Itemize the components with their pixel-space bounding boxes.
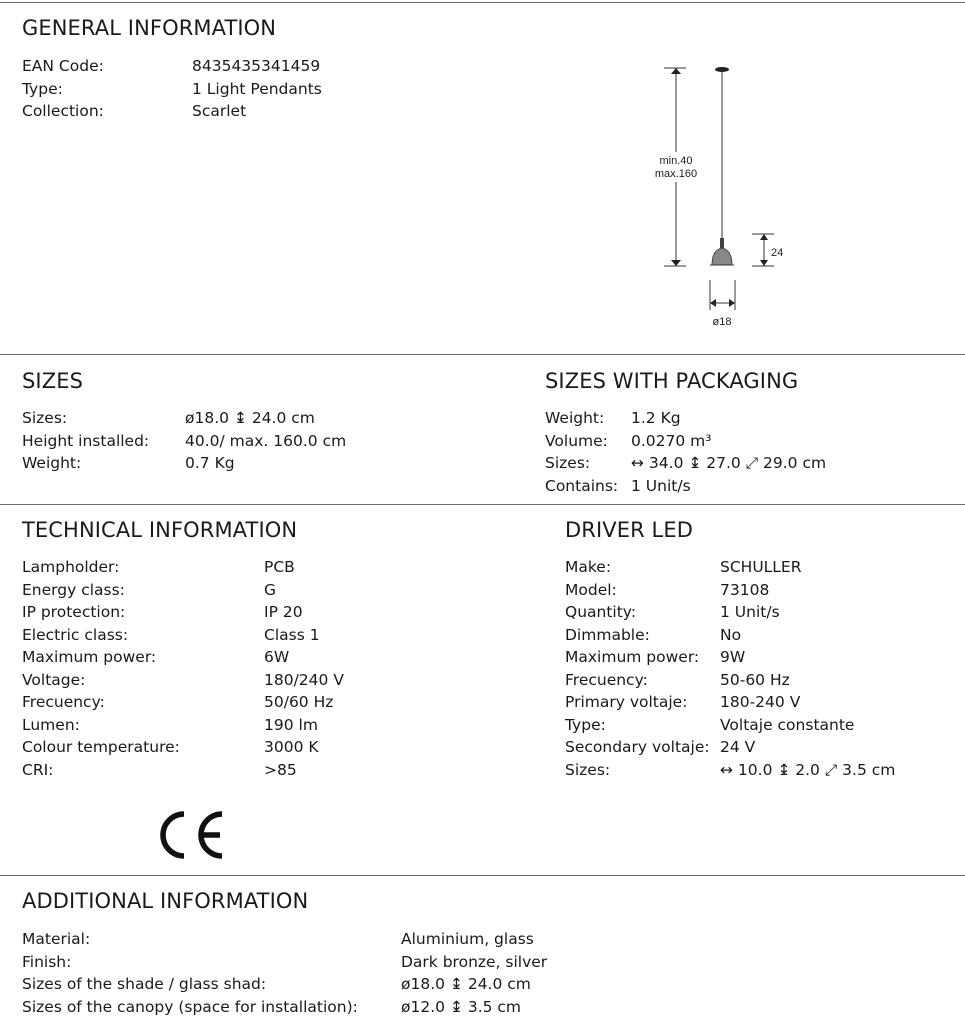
row-label: Primary voltaje:	[565, 693, 688, 711]
row-value: 180-240 V	[720, 693, 801, 711]
row-value: 50-60 Hz	[720, 670, 790, 689]
packaging-heading: SIZES WITH PACKAGING	[545, 369, 799, 393]
row-label: EAN Code:	[22, 57, 104, 75]
row-value: 40.0/ max. 160.0 cm	[185, 431, 347, 450]
technical-row	[22, 624, 320, 647]
row-label: CRI:	[22, 760, 54, 779]
row-value: ↔ 10.0 ↨ 2.0 ⤢ 3.5 cm	[720, 760, 896, 779]
general-row	[22, 100, 247, 123]
row-label: Sizes:	[565, 760, 611, 779]
row-value: 73108	[720, 580, 770, 599]
row-label: Maximum power:	[565, 648, 700, 666]
row-value: 190 lm	[264, 715, 318, 734]
ce-mark-icon	[158, 808, 228, 862]
row-label: Model:	[565, 580, 617, 599]
row-label: Weight:	[22, 454, 82, 472]
row-label: Colour temperature:	[22, 738, 180, 756]
row-value: Scarlet	[192, 102, 247, 120]
driver-led-heading: DRIVER LED	[565, 518, 693, 542]
row-label: Frecuency:	[565, 670, 648, 689]
additional-row	[22, 973, 531, 996]
row-label: Sizes of the canopy (space for installation):	[22, 997, 358, 1016]
packaging-row	[545, 430, 712, 453]
row-label: Type:	[22, 79, 63, 98]
row-label: Sizes of the shade / glass shad:	[22, 975, 267, 993]
general-information-heading: GENERAL INFORMATION	[22, 16, 277, 40]
top-divider	[0, 2, 965, 3]
driver-row	[565, 691, 801, 714]
technical-row	[22, 579, 277, 602]
technical-row	[22, 669, 344, 692]
additional-row	[22, 996, 522, 1019]
driver-row	[565, 759, 896, 782]
row-label: Finish:	[22, 952, 72, 971]
row-value: Dark bronze, silver	[401, 952, 548, 971]
lamp-stem	[720, 238, 724, 248]
additional-row	[22, 951, 548, 974]
sizes-heading: SIZES	[22, 369, 84, 393]
driver-row	[565, 624, 742, 647]
row-value: IP 20	[264, 603, 303, 621]
technical-row	[22, 714, 318, 737]
height-arrow-bottom-icon	[671, 260, 681, 266]
technical-row	[22, 736, 319, 759]
shade-height-label: 24	[771, 247, 784, 259]
row-label: Maximum power:	[22, 648, 157, 666]
row-label: Volume:	[545, 431, 608, 450]
row-label: IP protection:	[22, 603, 126, 621]
row-value: No	[720, 625, 742, 644]
pendant-dimension-diagram	[640, 60, 800, 335]
height-label-min: min.40	[659, 155, 693, 167]
general-row	[22, 55, 321, 78]
diameter-label: ø18	[712, 316, 732, 328]
row-label: Lampholder:	[22, 558, 120, 576]
row-label: Collection:	[22, 102, 104, 120]
technical-information-heading: TECHNICAL INFORMATION	[22, 518, 298, 542]
row-value: 3000 K	[264, 738, 319, 756]
row-value: 9W	[720, 648, 746, 666]
packaging-row	[545, 452, 827, 475]
driver-row	[565, 736, 756, 759]
canopy-shape	[715, 67, 729, 72]
row-value: >85	[264, 760, 297, 779]
technical-row	[22, 601, 303, 624]
row-value: 1 Light Pendants	[192, 79, 322, 98]
row-label: Contains:	[545, 476, 619, 495]
technical-row	[22, 759, 297, 782]
height-label-max: max.160	[654, 168, 698, 180]
row-value: ø12.0 ↨ 3.5 cm	[401, 997, 522, 1016]
row-value: 0.0270 m³	[631, 431, 712, 450]
row-value: Class 1	[264, 625, 320, 644]
driver-row	[565, 601, 780, 624]
row-label: Height installed:	[22, 431, 150, 450]
general-row	[22, 78, 322, 101]
row-value: ø18.0 ↨ 24.0 cm	[185, 409, 315, 427]
row-label: Electric class:	[22, 625, 129, 644]
row-label: Dimmable:	[565, 625, 650, 644]
row-value: 50/60 Hz	[264, 693, 334, 711]
driver-row	[565, 556, 802, 579]
row-value: 8435435341459	[192, 57, 321, 75]
row-value: PCB	[264, 558, 295, 576]
driver-row	[565, 579, 770, 602]
row-label: Weight:	[545, 409, 605, 427]
row-label: Secondary voltaje:	[565, 738, 710, 756]
row-value: 0.7 Kg	[185, 454, 235, 472]
row-label: Sizes:	[22, 409, 68, 427]
additional-information-heading: ADDITIONAL INFORMATION	[22, 889, 309, 913]
sizes-row	[22, 407, 315, 430]
row-value: ø18.0 ↨ 24.0 cm	[401, 975, 531, 993]
height-arrow-top-icon	[671, 68, 681, 74]
row-value: 1.2 Kg	[631, 409, 681, 427]
row-label: Voltage:	[22, 670, 86, 689]
row-value: 24 V	[720, 738, 756, 756]
driver-row	[565, 669, 790, 692]
row-value: G	[264, 580, 277, 599]
lamp-shade-shape	[712, 248, 732, 265]
driver-row	[565, 646, 746, 669]
technical-row	[22, 646, 290, 669]
row-value: ↔ 34.0 ↨ 27.0 ⤢ 29.0 cm	[631, 454, 827, 472]
row-value: 1 Unit/s	[631, 476, 691, 495]
additional-divider	[0, 875, 965, 876]
technical-row	[22, 691, 334, 714]
row-value: 6W	[264, 648, 290, 666]
sizes-divider	[0, 354, 965, 355]
row-value: SCHULLER	[720, 558, 802, 576]
row-label: Quantity:	[565, 603, 637, 621]
row-label: Frecuency:	[22, 693, 105, 711]
driver-row	[565, 714, 855, 737]
packaging-row	[545, 475, 691, 498]
additional-row	[22, 928, 534, 951]
row-label: Material:	[22, 930, 91, 948]
row-label: Lumen:	[22, 715, 80, 734]
row-value: Aluminium, glass	[401, 930, 534, 948]
row-value: 1 Unit/s	[720, 603, 780, 621]
row-value: 180/240 V	[264, 670, 344, 689]
row-label: Make:	[565, 558, 612, 576]
technical-divider	[0, 504, 965, 505]
row-label: Sizes:	[545, 454, 591, 472]
row-label: Type:	[565, 715, 606, 734]
sizes-row	[22, 452, 235, 475]
technical-row	[22, 556, 295, 579]
row-value: Voltaje constante	[720, 715, 855, 734]
packaging-row	[545, 407, 681, 430]
row-label: Energy class:	[22, 580, 125, 599]
sizes-row	[22, 430, 347, 453]
